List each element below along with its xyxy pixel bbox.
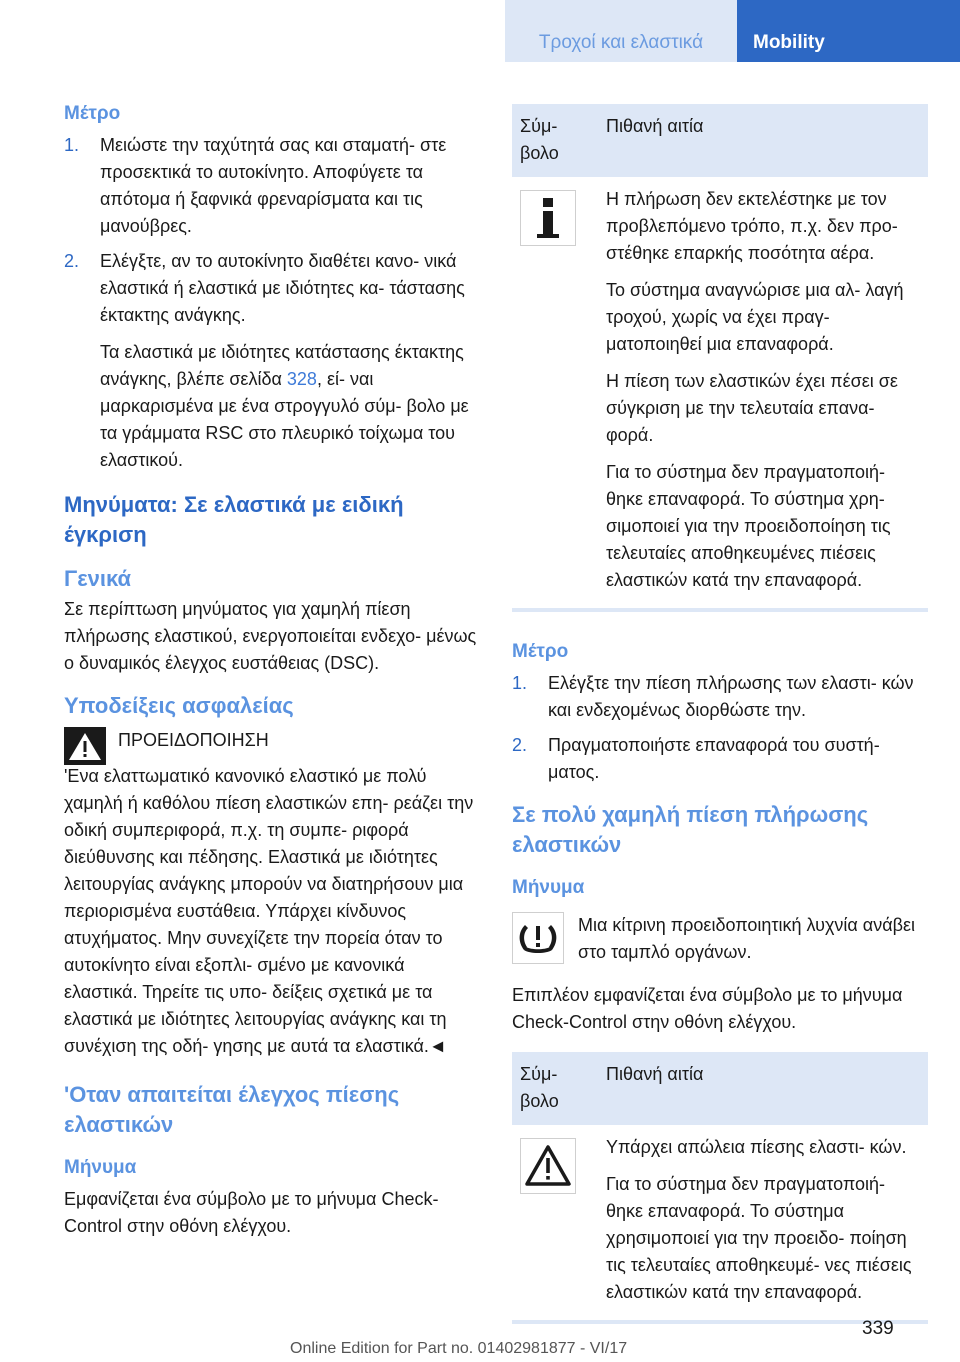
list-item — [64, 248, 478, 474]
message-label: Μήνυμα — [64, 1157, 137, 1178]
step-number: 2. — [512, 735, 528, 755]
header-chapter-tab: Mobility — [737, 0, 960, 62]
cause-text: Υπάρχει απώλεια πίεσης ελαστι‐ κών. — [606, 1137, 907, 1157]
info-i-icon — [520, 190, 576, 246]
message-label-right: Μήνυμα — [512, 877, 585, 898]
step-note-text-a: Τα ελαστικά με ιδιότητες κατάστασης έκτακτης ανάγκης, βλέπε σελίδα — [100, 342, 464, 389]
step-number: 1. — [64, 135, 80, 155]
column-header-symbol: Σύμ‐ βολο — [512, 1052, 598, 1125]
footer-edition: Online Edition for Part no. 01402981877 - VI/17 — [290, 1340, 628, 1357]
step-note-text-b: , εί‐ ναι μαρκαρισμένα με ένα στρογγυλό σύμ‐ βολο με τα γράμματα RSC στο πλευρικό τοίχωμα του ελαστικού. — [100, 369, 469, 470]
step-number: 2. — [64, 251, 80, 271]
warning-heading: ΠΡΟΕΙΔΟΠΟΙΗΣΗ — [118, 730, 269, 750]
table-row — [512, 177, 928, 610]
list-item — [512, 732, 928, 786]
additional-text: Επιπλέον εμφανίζεται ένα σύμβολο με το μήνυμα Check-Control στην οθόνη ελέγχου. — [512, 985, 903, 1032]
symbol-table-2 — [512, 1052, 928, 1324]
cause-cell — [598, 1125, 928, 1322]
indicator-text: Μια κίτρινη προειδοποιητική λυχνία ανάβει στο ταμπλό οργάνων. — [578, 915, 915, 962]
step-text: Πραγματοποιήστε επαναφορά του συστή‐ ματος. — [548, 735, 880, 782]
page-number: 339 — [862, 1318, 894, 1339]
list-item — [512, 670, 928, 724]
message-text: Εμφανίζεται ένα σύμβολο με το μήνυμα Check-Control στην οθόνη ελέγχου. — [64, 1189, 439, 1236]
table-row — [512, 1125, 928, 1322]
indicator-block — [512, 912, 928, 966]
heading-general: Γενικά — [64, 566, 132, 591]
symbol-cell — [512, 177, 598, 610]
measures-list-right — [512, 670, 928, 786]
symbol-table-1 — [512, 104, 928, 612]
page-link[interactable]: 328 — [286, 369, 317, 389]
table-header-row — [512, 1052, 928, 1125]
column-header-cause: Πιθανή αιτία — [598, 104, 928, 177]
warning-triangle-icon — [64, 727, 106, 765]
column-header-cause: Πιθανή αιτία — [598, 1052, 928, 1125]
measures-list — [64, 132, 478, 474]
step-text: Ελέγξτε, αν το αυτοκίνητο διαθέτει κανο‐ νικά ελαστικά ή ελαστικά με ιδιότητες κα‐ τάστασης έκτακτης ανάγκης. — [100, 251, 465, 325]
warning-text: 'Ενα ελαττωματικό κανονικό ελαστικό με πολύ χαμηλή ή καθόλου πίεση ελαστικών επη‐ ρεάζει την οδική συμπεριφορά, π.χ. τη συμπε‐ ριφορά διεύθυνσης και πέδησης. Ελαστικά με ιδιότητες λειτουργίας ανάγκης μπορούν να διατηρήσουν μια περιορισμένα ευστάθεια. Υπάρχει κίνδυνος ατυχήματος. Μην συνεχίζετε την πορεία όταν το αυτοκίνητο είναι εξοπλι‐ σμένο με κανονικά ελαστικά. Τηρείτε τις υπο‐ δείξεις σχετικά με τα ελαστικά με ιδιότητες λειτουργίας ανάγκης και τη συνέχιση της οδή‐ γησης με αυτά τα ελαστικά.◄ — [64, 766, 474, 1056]
tire-pressure-warning-icon — [512, 912, 564, 964]
heading-messages: Μηνύματα: Σε ελαστικά με ειδική έγκριση — [64, 492, 404, 547]
measures-label-right: Μέτρο — [512, 641, 569, 662]
cause-text: Για το σύστημα δεν πραγματοποιή‐ θηκε επαναφορά. Το σύστημα χρησιμοποιεί για την προειδο‐ ποίηση τις τελευταίες αποθηκευμέ‐ νες πιέσεις ελαστικών κατά την επαναφορά. — [606, 1174, 912, 1302]
list-item — [64, 132, 478, 240]
cause-text: Για το σύστημα δεν πραγματοποιή‐ θηκε επαναφορά. Το σύστημα χρη‐ σιμοποιεί για την προειδοποίηση τις τελευταίες αποθηκευμένες πιέσεις ελαστικών κατά την επαναφορά. — [606, 462, 891, 590]
table-header-row — [512, 104, 928, 177]
cause-cell — [598, 177, 928, 610]
heading-safety: Υποδείξεις ασφαλείας — [64, 693, 294, 718]
heading-very-low-pressure: Σε πολύ χαμηλή πίεση πλήρωσης ελαστικών — [512, 802, 869, 857]
general-text: Σε περίπτωση μηνύματος για χαμηλή πίεση πλήρωσης ελαστικού, ενεργοποιείται ενδεχο‐ μένως ο δυναμικός έλεγχος ευστάθειας (DSC). — [64, 599, 477, 673]
cause-text: Η πίεση των ελαστικών έχει πέσει σε σύγκριση με την τελευταία επανα‐ φορά. — [606, 371, 898, 445]
step-number: 1. — [512, 673, 528, 693]
measures-label: Μέτρο — [64, 103, 121, 124]
cause-text: Το σύστημα αναγνώρισε μια αλ‐ λαγή τροχού, χωρίς να έχει πραγ‐ ματοποιηθεί μια επαναφορά. — [606, 280, 904, 354]
step-text: Ελέγξτε την πίεση πλήρωσης των ελαστι‐ κών και ενδεχομένως διορθώστε την. — [548, 673, 914, 720]
warning-triangle-icon — [520, 1138, 576, 1194]
left-column — [64, 100, 478, 1240]
header-section-tab: Τροχοί και ελαστικά — [505, 0, 737, 62]
right-column — [512, 104, 928, 1324]
column-header-symbol: Σύμ‐ βολο — [512, 104, 598, 177]
cause-text: Η πλήρωση δεν εκτελέστηκε με τον προβλεπόμενο τρόπο, π.χ. δεν προ‐ στέθηκε επαρκής ποσότητα αέρα. — [606, 189, 898, 263]
heading-check-pressure: 'Οταν απαιτείται έλεγχος πίεσης ελαστικών — [64, 1082, 400, 1137]
symbol-cell — [512, 1125, 598, 1322]
step-text: Μειώστε την ταχύτητά σας και σταματή‐ στε προσεκτικά το αυτοκίνητο. Αποφύγετε τα απότομα ή ξαφνικά φρεναρίσματα και τις μανούβρες. — [100, 135, 447, 236]
step-note — [100, 339, 478, 474]
warning-block — [64, 727, 478, 765]
